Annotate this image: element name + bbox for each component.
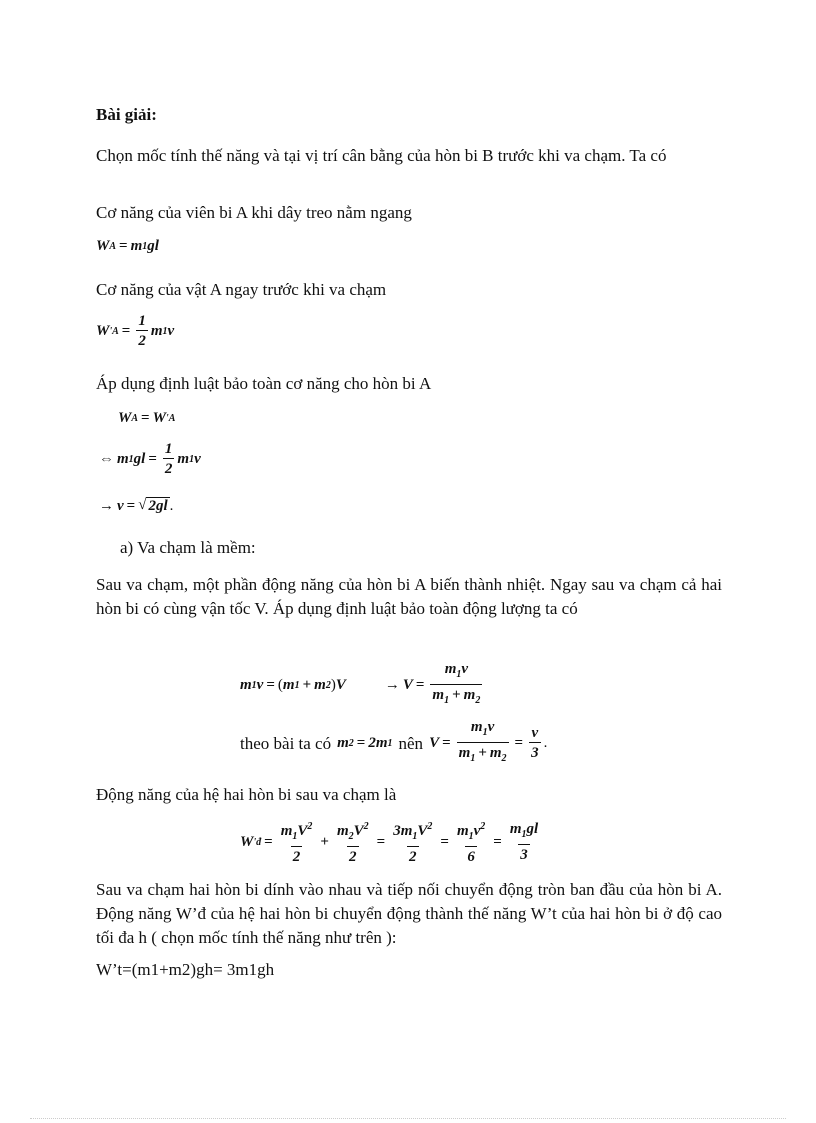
paragraph-energy-before-collision: Cơ năng của vật A ngay trước khi va chạm bbox=[96, 280, 387, 299]
equation-V-value: V = $\frac{m_1v}{m_1 + m_2}$ = $\frac{v}{3}$ . bbox=[429, 718, 547, 769]
paragraph-stick-together: Sau va chạm hai hòn bi dính vào nhau và tiếp nối chuyển động tròn ban đầu của hòn bi A. Động năng W’đ của hệ hai hòn bi chuyển động thành thế năng W’t của hai hòn bi ở độ cao tối đa h ( chọn mốc tính thế năng như trên ): bbox=[96, 880, 722, 947]
equation-WA-prime: W ' A = $\frac{1}{2}$ m 1 v bbox=[96, 313, 175, 349]
equation-equivalence: ⇔ m 1 gl = $\frac{1}{2}$ m 1 v bbox=[99, 441, 201, 477]
equation-velocity: → v = √ 2gl . bbox=[99, 497, 174, 514]
equation-m2: m 2 = 2m 1 bbox=[337, 735, 393, 751]
equation-WA: W A = m 1 gl bbox=[96, 238, 159, 254]
paragraph-after-collision: Sau va chạm, một phần động năng của hòn bi A biến thành nhiệt. Ngay sau va chạm cả hai hòn bi có cùng vận tốc V. Áp dụng định luật bảo toàn động lượng ta có bbox=[96, 575, 722, 618]
equation-potential-energy: W’t=(m1+m2)gh= 3m1gh bbox=[96, 960, 275, 979]
page-bottom-divider bbox=[30, 1118, 786, 1119]
equation-line-V bbox=[240, 718, 547, 769]
paragraph-kinetic-energy: Động năng của hệ hai hòn bi sau va chạm là bbox=[96, 785, 397, 804]
text-theo-bai: theo bài ta có bbox=[240, 733, 332, 753]
paragraph-conservation: Áp dụng định luật bảo toàn cơ năng cho hòn bi A bbox=[96, 374, 432, 393]
paragraph-mechanical-energy-A: Cơ năng của viên bi A khi dây treo nằm ngang bbox=[96, 203, 412, 222]
solution-heading: Bài giải: bbox=[96, 105, 157, 124]
equation-kinetic-energy: W ' đ = $\frac{m_1V^2}{2}$ + $\frac{m_2V^2}{2}$ = $\frac{3m_1V^2}{2}$ = $\frac{m_1v^2}{6}$ = $\frac{m_1gl}{3}$ bbox=[240, 821, 539, 865]
paragraph-choose-reference: Chọn mốc tính thế năng và tại vị trí cân bằng của hòn bi B trước khi va chạm. Ta có bbox=[96, 146, 667, 165]
equation-momentum: m 1 v = ( m 1 + m 2 ) V → V = $\frac{m_1v}{m_1 + m_2}$ bbox=[240, 660, 485, 711]
list-item-a: a) Va chạm là mềm: bbox=[120, 538, 256, 557]
text-nen: nên bbox=[398, 733, 424, 753]
equation-energy-equal: W A = W ' A bbox=[118, 410, 176, 426]
